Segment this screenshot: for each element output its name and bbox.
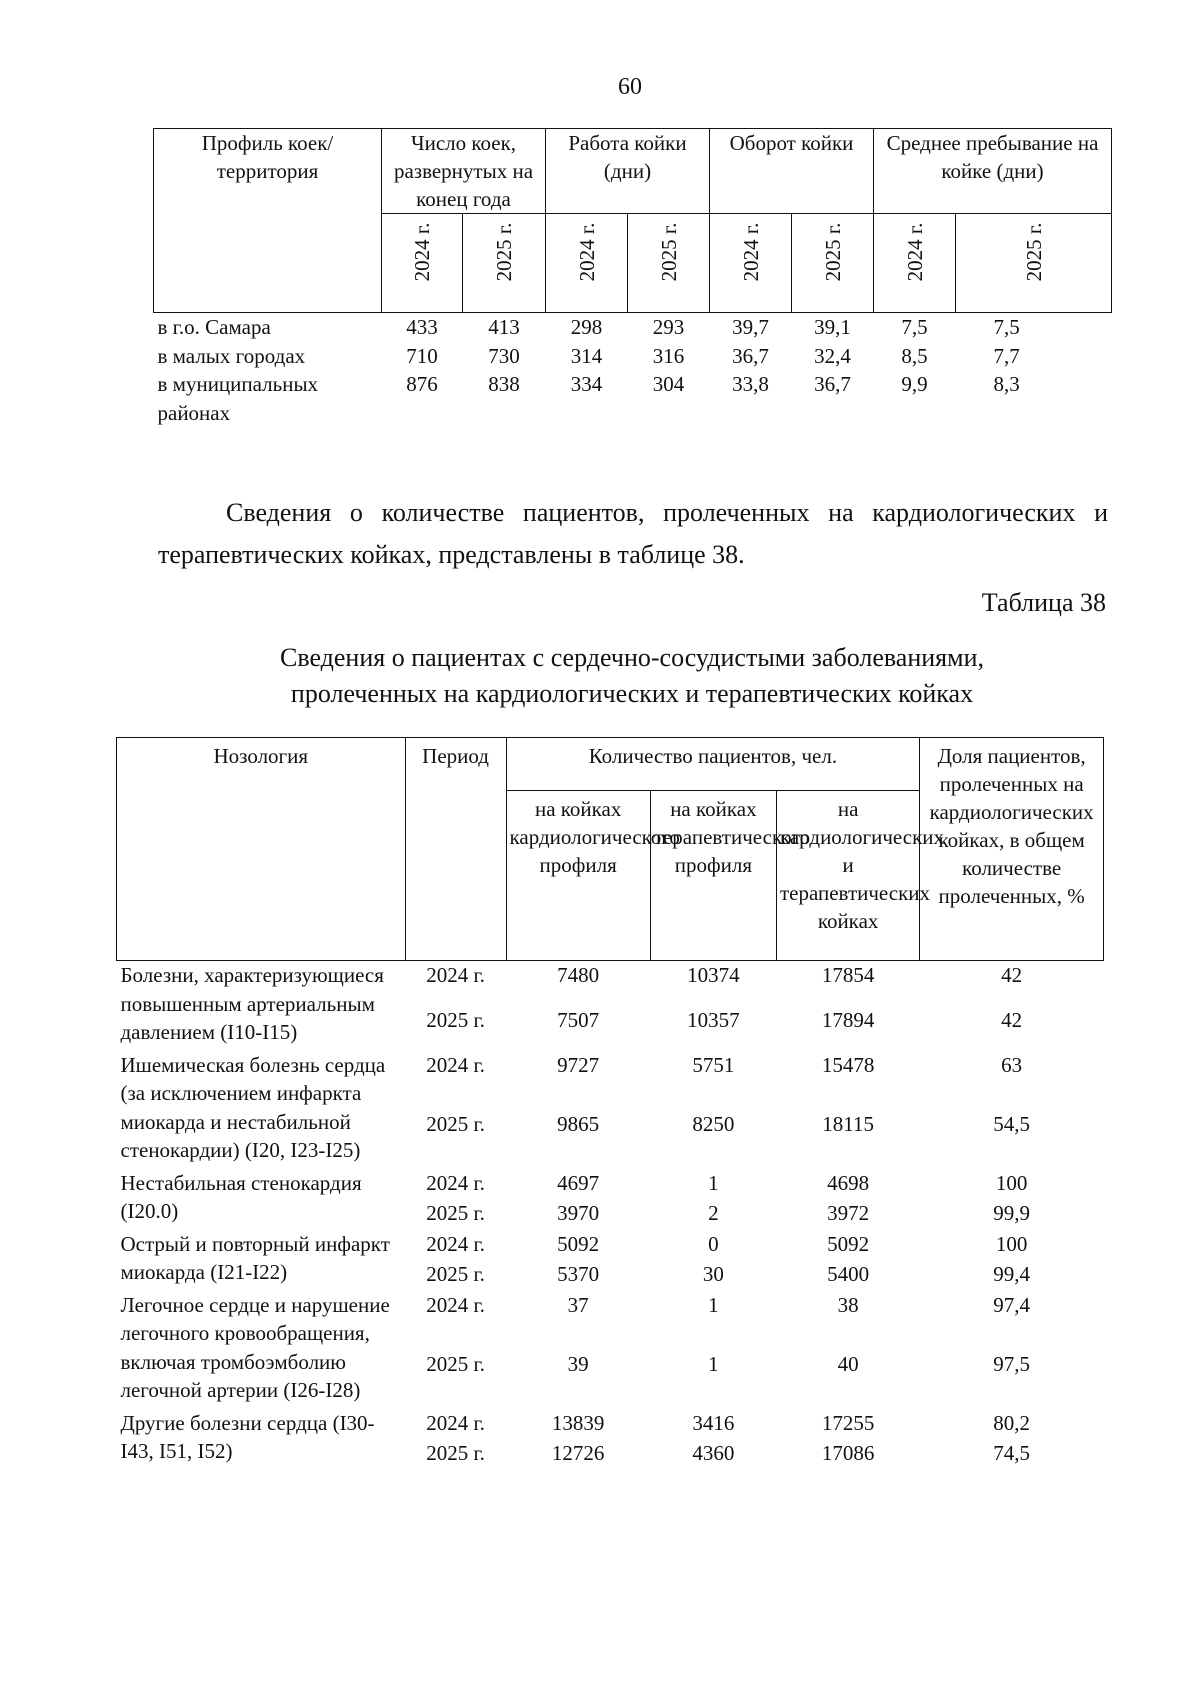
cell: 8,5 xyxy=(901,343,928,368)
total-count-cell: 15478 xyxy=(821,1052,875,1077)
total-count-cell: 5400 xyxy=(827,1262,870,1286)
period-cell: 2025 г. xyxy=(426,1441,485,1465)
cell: 39,1 xyxy=(814,315,851,339)
total-count-cell: 3972 xyxy=(827,1201,870,1225)
therapy-count-cell: 1 xyxy=(708,1351,719,1376)
header-nosology: Нозология xyxy=(117,738,406,961)
header-work: Работа койки (дни) xyxy=(546,129,710,214)
period-cell: 2025 г. xyxy=(426,1007,485,1032)
cell: 7,7 xyxy=(993,343,1020,368)
period-cell: 2024 г. xyxy=(426,1231,485,1256)
cardio-count-cell: 4697 xyxy=(557,1170,600,1195)
cell: 730 xyxy=(488,343,520,368)
total-count-cell: 38 xyxy=(837,1292,859,1317)
row-label: в муниципальных районах xyxy=(157,372,319,425)
header-therapy: на койках терапевтического профиля xyxy=(650,791,776,961)
cell: 7,5 xyxy=(993,315,1020,339)
cell: 39,7 xyxy=(732,315,769,339)
cell: 334 xyxy=(570,372,603,396)
therapy-count-cell: 10357 xyxy=(687,1007,740,1032)
cell: 876 xyxy=(406,372,438,396)
total-count-cell: 18115 xyxy=(822,1111,874,1136)
cardio-count-cell: 9865 xyxy=(557,1111,600,1136)
share-cell: 42 xyxy=(1001,1007,1023,1032)
header-year-2024: 2024 г. xyxy=(874,214,956,313)
therapy-count-cell: 3416 xyxy=(692,1410,735,1435)
table-row xyxy=(154,370,1112,427)
header-year-2025: 2025 г. xyxy=(792,214,874,313)
nosology-label: Острый и повторный инфаркт миокарда (I21-I22) xyxy=(120,1231,390,1284)
therapy-count-cell: 4360 xyxy=(692,1441,735,1465)
cardio-count-cell: 37 xyxy=(567,1292,589,1317)
header-cardio: на койках кардиологического профиля xyxy=(506,791,650,961)
table-row xyxy=(117,1230,1104,1261)
bed-stats-table xyxy=(153,128,1112,427)
cell: 36,7 xyxy=(814,372,851,396)
table-title: Сведения о пациентах с сердечно-сосудистыми заболеваниями, пролеченных на кардиологических и терапевтических койках xyxy=(279,643,984,708)
period-cell: 2024 г. xyxy=(426,1410,485,1435)
share-cell: 100 xyxy=(995,1170,1028,1195)
period-cell: 2025 г. xyxy=(426,1351,485,1376)
total-count-cell: 17854 xyxy=(821,963,875,987)
share-cell: 100 xyxy=(995,1231,1028,1256)
period-cell: 2025 г. xyxy=(426,1111,485,1136)
share-cell: 74,5 xyxy=(993,1441,1031,1465)
nosology-label: Ишемическая болезнь сердца (за исключением инфаркта миокарда и нестабильной стенокардии) (I20, I23-I25) xyxy=(120,1052,386,1162)
header-year-2024: 2024 г. xyxy=(546,214,628,313)
cell: 7,5 xyxy=(901,315,928,339)
share-cell: 99,9 xyxy=(993,1201,1031,1225)
table-row xyxy=(154,313,1112,342)
cell: 413 xyxy=(488,315,520,339)
cardio-count-cell: 3970 xyxy=(557,1201,600,1225)
share-cell: 97,5 xyxy=(993,1351,1031,1376)
share-cell: 97,4 xyxy=(993,1292,1031,1317)
period-cell: 2024 г. xyxy=(426,1052,485,1077)
cardio-count-cell: 7507 xyxy=(557,1007,600,1032)
cell: 33,8 xyxy=(732,372,769,396)
table-row xyxy=(154,342,1112,371)
nosology-label: Легочное сердце и нарушение легочного кровообращения, включая тромбоэмболию легочной артерии (I26-I28) xyxy=(120,1292,390,1402)
header-turnover: Оборот койки xyxy=(710,129,874,214)
nosology-label: Нестабильная стенокардия (I20.0) xyxy=(120,1170,362,1223)
table-row xyxy=(117,1409,1104,1440)
table-row xyxy=(117,1051,1104,1110)
table-label: Таблица 38 xyxy=(981,588,1106,617)
cardio-count-cell: 5092 xyxy=(557,1231,600,1256)
cardio-count-cell: 39 xyxy=(567,1351,589,1376)
therapy-count-cell: 30 xyxy=(702,1262,724,1286)
nosology-label: Болезни, характеризующиеся повышенным артериальным давлением (I10-I15) xyxy=(120,963,384,1044)
total-count-cell: 17255 xyxy=(821,1410,875,1435)
header-stay: Среднее пребывание на койке (дни) xyxy=(874,129,1112,214)
cell: 8,3 xyxy=(993,372,1020,396)
cell: 32,4 xyxy=(814,343,851,368)
therapy-count-cell: 2 xyxy=(708,1201,719,1225)
total-count-cell: 4698 xyxy=(827,1170,870,1195)
nosology-label: Другие болезни сердца (I30-I43, I51, I52) xyxy=(120,1410,375,1463)
total-count-cell: 17894 xyxy=(821,1007,875,1032)
cell: 710 xyxy=(406,343,438,368)
cell: 293 xyxy=(652,315,685,339)
cardio-count-cell: 12726 xyxy=(551,1441,605,1465)
period-cell: 2025 г. xyxy=(426,1201,485,1225)
therapy-count-cell: 1 xyxy=(708,1170,719,1195)
share-cell: 63 xyxy=(1001,1052,1023,1077)
header-beds: Число коек, развернутых на конец года xyxy=(382,129,546,214)
header-profile: Профиль коек/ территория xyxy=(154,129,382,313)
header-year-2025: 2025 г. xyxy=(463,214,546,313)
period-cell: 2024 г. xyxy=(426,1292,485,1317)
share-cell: 99,4 xyxy=(993,1262,1031,1286)
header-year-2025: 2025 г. xyxy=(628,214,710,313)
total-count-cell: 17086 xyxy=(821,1441,875,1465)
header-year-2024: 2024 г. xyxy=(382,214,463,313)
period-cell: 2025 г. xyxy=(426,1262,485,1286)
table-row xyxy=(117,1291,1104,1350)
cell: 36,7 xyxy=(732,343,769,368)
header-year-2024: 2024 г. xyxy=(710,214,792,313)
cell: 9,9 xyxy=(901,372,928,396)
cell: 304 xyxy=(652,372,685,396)
table-row xyxy=(117,961,1104,1006)
cell: 298 xyxy=(570,315,603,339)
cell: 838 xyxy=(488,372,520,396)
cardio-count-cell: 9727 xyxy=(557,1052,600,1077)
therapy-count-cell: 8250 xyxy=(692,1111,735,1136)
period-cell: 2024 г. xyxy=(426,1170,485,1195)
therapy-count-cell: 5751 xyxy=(692,1052,735,1077)
cell: 433 xyxy=(406,315,438,339)
row-label: в малых городах xyxy=(157,343,306,368)
page-number: 60 xyxy=(618,74,642,100)
therapy-count-cell: 10374 xyxy=(687,963,740,987)
patients-table xyxy=(116,737,1104,1470)
row-label: в г.о. Самара xyxy=(157,315,271,339)
header-period: Период xyxy=(405,738,506,961)
header-share: Доля пациентов, пролеченных на кардиологических койках, в общем количестве пролеченных, % xyxy=(920,738,1104,961)
table-row xyxy=(117,1169,1104,1200)
share-cell: 42 xyxy=(1001,963,1023,987)
header-year-2025: 2025 г. xyxy=(956,214,1112,313)
therapy-count-cell: 1 xyxy=(708,1292,719,1317)
cell: 316 xyxy=(652,343,685,368)
period-cell: 2024 г. xyxy=(426,963,485,987)
share-cell: 54,5 xyxy=(993,1111,1031,1136)
therapy-count-cell: 0 xyxy=(708,1231,719,1256)
share-cell: 80,2 xyxy=(993,1410,1031,1435)
header-count: Количество пациентов, чел. xyxy=(506,738,920,791)
total-count-cell: 40 xyxy=(837,1351,859,1376)
body-paragraph: Сведения о количестве пациентов, пролеченных на кардиологических и терапевтических койках, представлены в таблице 38. xyxy=(158,498,1108,569)
total-count-cell: 5092 xyxy=(827,1231,870,1256)
header-both: на кардиологических и терапевтических койках xyxy=(776,791,919,961)
cell: 314 xyxy=(570,343,603,368)
cardio-count-cell: 7480 xyxy=(557,963,600,987)
cardio-count-cell: 5370 xyxy=(557,1262,600,1286)
cardio-count-cell: 13839 xyxy=(551,1410,605,1435)
